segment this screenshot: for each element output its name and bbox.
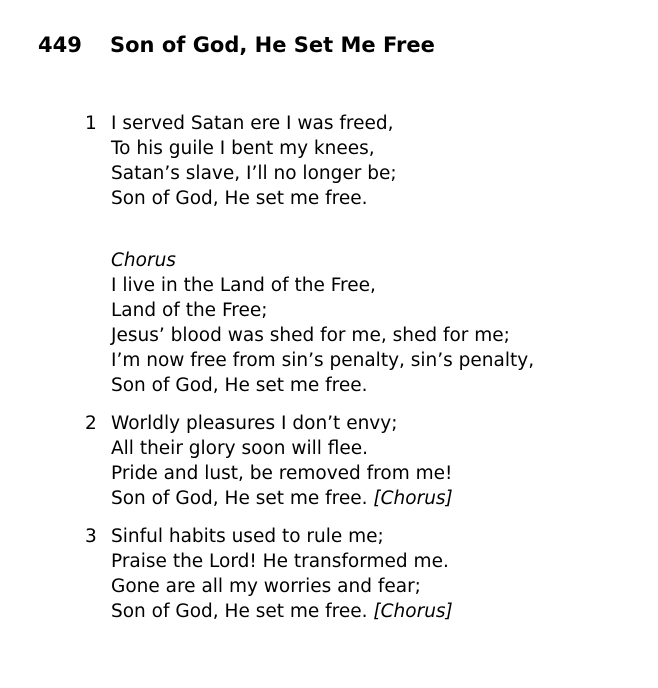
verse-line: Praise the Lord! He transformed me. [111, 551, 449, 572]
verse-3 [85, 524, 453, 624]
verse-line: Sinful habits used to rule me; [111, 526, 384, 547]
verse-line: Worldly pleasures I don’t envy; [111, 413, 398, 434]
chorus-reference: [Chorus] [373, 488, 453, 509]
chorus-line: I’m now free from sin’s penalty, sin’s penalty, [111, 350, 535, 371]
verse-line: Gone are all my worries and fear; [111, 576, 421, 597]
verse-2 [85, 411, 453, 511]
verse-line: I served Satan ere I was freed, [111, 113, 394, 134]
verse-line: Son of God, He set me free. [111, 601, 368, 622]
verse-line: Son of God, He set me free. [111, 188, 368, 209]
verse-number: 1 [85, 113, 97, 134]
verse-line: Satan’s slave, I’ll no longer be; [111, 163, 397, 184]
chorus-label: Chorus [111, 250, 176, 271]
chorus-line: Jesus’ blood was shed for me, shed for me; [111, 325, 510, 346]
verse-1 [85, 111, 397, 211]
hymn-header [38, 30, 435, 60]
verse-line: Pride and lust, be removed from me! [111, 463, 453, 484]
verse-line: To his guile I bent my knees, [111, 138, 375, 159]
verse-line: All their glory soon will flee. [111, 438, 369, 459]
verse-number: 2 [85, 413, 97, 434]
verse-number: 3 [85, 526, 97, 547]
hymn-number: 449 [38, 33, 82, 57]
chorus [85, 248, 534, 398]
chorus-reference: [Chorus] [373, 601, 453, 622]
chorus-line: I live in the Land of the Free, [111, 275, 376, 296]
chorus-line: Son of God, He set me free. [111, 375, 368, 396]
hymn-title: Son of God, He Set Me Free [110, 33, 435, 57]
chorus-line: Land of the Free; [111, 300, 268, 321]
verse-line: Son of God, He set me free. [111, 488, 368, 509]
